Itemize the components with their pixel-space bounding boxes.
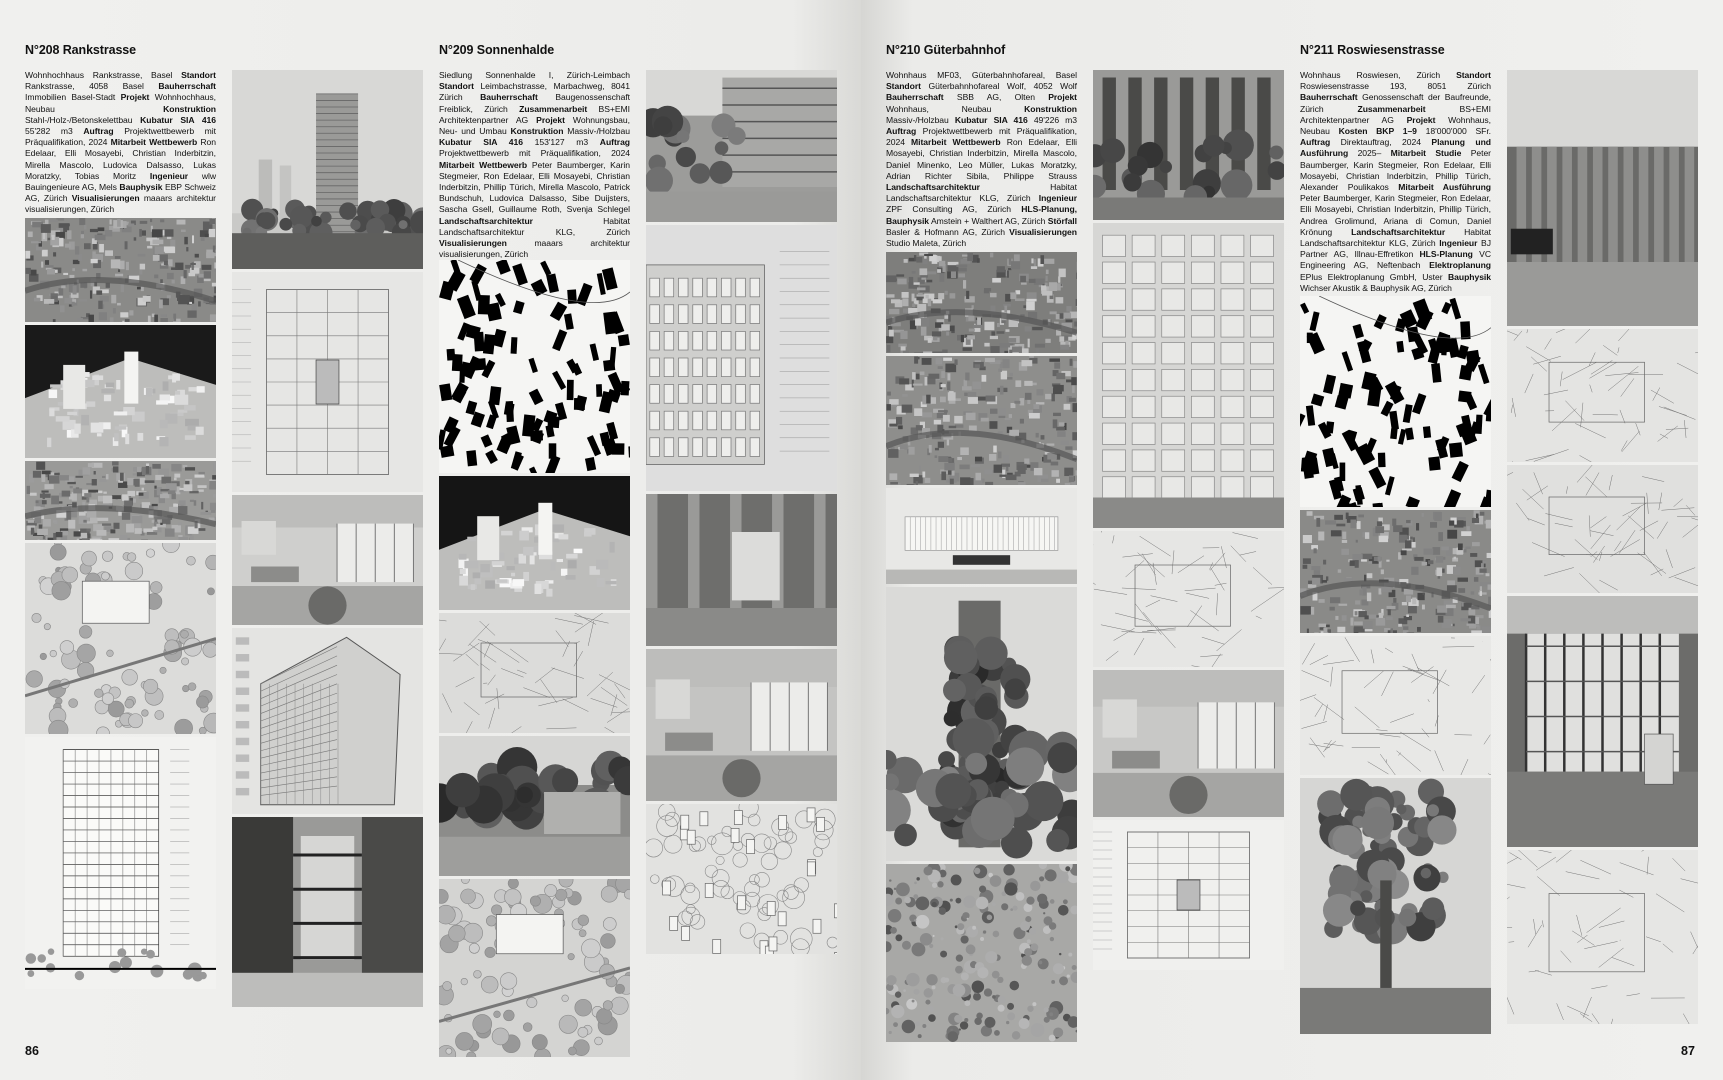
description-keyword: Projekt: [120, 92, 150, 103]
description-keyword: Visualisierungen: [439, 238, 507, 249]
description-keyword: Ingenieur: [1439, 238, 1478, 249]
description-keyword: Kubatur SIA 416: [140, 114, 217, 125]
project-description-208: [25, 70, 216, 216]
description-text: Amstein + Walthert AG, Zürich: [929, 215, 1048, 226]
description-keyword: Mitarbeit Wettbewerb: [110, 137, 198, 148]
description-keyword: Visualisierungen: [71, 193, 140, 204]
description-text: Habitat Landschaftsarchitektur KLG, Zürich: [439, 215, 630, 237]
description-keyword: HLS-Planung: [1419, 249, 1473, 260]
description-text: Basler & Hofmann AG, Zürich: [886, 226, 1010, 237]
description-text: BS+EMI Architektenpartner AG: [439, 103, 630, 125]
description-keyword: Bauherrschaft: [886, 92, 944, 103]
description-keyword: Zusammenarbeit: [1357, 103, 1426, 114]
description-keyword: Standort: [886, 81, 921, 92]
p210-facade-rendering: [1093, 70, 1284, 220]
project-description-210: [886, 70, 1077, 249]
p210-facade-elevation: [1093, 223, 1284, 528]
p208-floor-plan-drawing: [232, 272, 423, 492]
description-keyword: Auftrag: [1300, 137, 1331, 148]
description-keyword: Bauphysik: [1447, 271, 1491, 282]
p211-site-photo: [1507, 70, 1698, 326]
description-text: 18'000'000 SFr.: [1416, 126, 1491, 137]
description-keyword: Zusammenarbeit: [519, 103, 588, 114]
description-keyword: Kubatur SIA 416: [439, 137, 523, 148]
description-text: 55'282 m3: [25, 126, 84, 137]
description-text: Projektwettbewerb mit Präqualifikation, 2024: [886, 126, 1077, 148]
description-keyword: Kosten BKP 1–9: [1338, 126, 1417, 137]
p208-section-drawing: [25, 737, 216, 989]
description-text: SBB AG, Olten: [943, 92, 1049, 103]
project-title-210: N°210 Güterbahnhof: [886, 43, 1006, 57]
description-keyword: Bauherrschaft: [158, 81, 216, 92]
description-text: Rankstrasse, 4058 Basel: [25, 81, 159, 92]
description-keyword: Mitarbeit Wettbewerb: [439, 159, 528, 170]
description-text: 49'226 m3: [1027, 114, 1077, 125]
p209-street-rendering: [439, 736, 630, 876]
description-text: maaars architektur visualisierungen, Zürich: [25, 193, 216, 215]
description-keyword: Landschaftsarchitektur: [886, 182, 980, 193]
description-keyword: Standort: [439, 81, 474, 92]
p209-courtyard-rendering: [646, 70, 837, 222]
description-text: Peter Baumberger, Karin Stegmeier, Ron Edelaar, Elli Mosayebi, Christian Inderbitzin, Phillip Türich, Andrea Grolimund, Ariana di Comun, Daniel Krönung: [1300, 193, 1491, 237]
p209-landscape-plan-drawing: [646, 804, 837, 954]
p208-site-plan-drawing: [25, 543, 216, 734]
description-text: Massiv-/Holzbau: [886, 114, 955, 125]
description-keyword: Projekt: [536, 114, 565, 125]
description-text: Habitat Landschaftsarchitektur KLG, Zürich: [1300, 226, 1492, 249]
description-keyword: Projekt: [1048, 92, 1077, 103]
description-text: Wohnhaus Roswiesen, Zürich: [1300, 70, 1457, 80]
description-text: Ron Edelaar, Elli Mosayebi, Christian Inderbitzin, Mirella Mascolo, Daniel Minenko, Leo Müller, Lukas Moratzky, Adrian Richter Sibila, Philippe Strauss: [886, 137, 1077, 181]
description-text: Wohnhaus MF03, Güterbahnhofareal, Basel: [886, 70, 1077, 80]
description-keyword: Bauphysik: [119, 182, 163, 193]
project-title-208: N°208 Rankstrasse: [25, 43, 137, 57]
description-keyword: Konstruktion: [1024, 103, 1077, 114]
description-text: Peter Baumberger, Karin Stegmeier, Ron Edelaar, Elli Mosayebi, Christian Inderbitzin, Phillip Türich, Mirella Mascolo, Patrick Bundschuh, Ludovica Dalsasso, Sibe Duijsters, Sascha Gsell, Guillaume Roth, Svenja Schlegel: [439, 159, 630, 215]
p209-elevation-drawing: [646, 225, 837, 491]
p211-perspective-sketch: [1507, 329, 1698, 462]
description-keyword: Auftrag: [83, 126, 114, 137]
description-text: Güterbahnhofareal Wolf, 4052 Wolf: [920, 81, 1077, 92]
description-keyword: HLS-Planung, Bauphysik: [886, 204, 1077, 226]
description-keyword: Konstruktion: [163, 103, 216, 114]
p208-model-photo-dark: [25, 325, 216, 458]
description-keyword: Elektroplanung: [1429, 260, 1491, 271]
description-text: Wohnhochhaus Rankstrasse, Basel: [25, 70, 182, 80]
description-text: 153'127 m3: [522, 137, 600, 148]
p210-overgrown-tower-photo: [886, 587, 1077, 861]
description-text: Wichser Akustik & Bauphysik AG, Zürich: [1300, 282, 1452, 293]
description-text: Projektwettbewerb mit Präqualifikation, 2024: [25, 126, 216, 148]
description-text: BJ Partner AG, Illnau-Effretikon: [1300, 238, 1491, 260]
description-keyword: Mitarbeit Studie: [1390, 148, 1462, 159]
p208-aerial-photo-river: [25, 461, 216, 540]
project-description-209: [439, 70, 630, 260]
p211-plan-sketch: [1507, 850, 1698, 1024]
description-keyword: Landschaftsarchitektur: [1351, 226, 1446, 237]
p210-aerial-map-photo: [886, 252, 1077, 353]
p208-aerial-map-photo: [25, 218, 216, 322]
project-description-211: [1300, 70, 1491, 294]
description-text: Wohnungsbau, Neu- und Umbau: [439, 114, 630, 137]
p209-model-photo-dark: [439, 476, 630, 610]
p210-interior-rendering: [1093, 670, 1284, 817]
page-number-left: 86: [25, 1044, 39, 1058]
description-keyword: Standort: [1456, 70, 1491, 80]
description-keyword: Störfall: [1047, 215, 1077, 226]
description-keyword: Mitarbeit Ausführung: [1398, 182, 1491, 193]
description-text: 2025–: [1348, 148, 1391, 159]
description-text: Massiv-/Holzbau: [563, 126, 630, 137]
description-keyword: Planung und Ausführung: [1300, 137, 1491, 159]
description-keyword: Auftrag: [599, 137, 630, 148]
description-keyword: Bauherrschaft: [1300, 92, 1358, 103]
description-text: Habitat Landschaftsarchitektur KLG, Zürich: [886, 182, 1077, 204]
p211-figure-ground-plan: [1300, 296, 1491, 507]
description-keyword: Landschaftsarchitektur: [439, 215, 533, 226]
description-text: Siedlung Sonnenhalde I, Zürich-Leimbach: [439, 70, 630, 80]
p208-tower-rendering: [232, 70, 423, 269]
description-text: ZPF Consulting AG, Zürich: [886, 204, 1022, 215]
description-text: wlw Bauingenieure AG, Mels: [25, 170, 217, 193]
description-keyword: Bauherrschaft: [480, 92, 538, 103]
description-keyword: Kubatur SIA 416: [954, 114, 1028, 125]
description-text: Leimbachstrasse, Marbachweg, 8041 Zürich: [439, 81, 630, 103]
description-text: Genossenschaft der Baufreunde, Zürich: [1300, 92, 1491, 114]
p210-concrete-texture-photo: [886, 864, 1077, 1042]
description-text: Direktauftrag, 2024: [1330, 137, 1432, 148]
description-text: Wohnhaus, Neubau: [1300, 114, 1491, 137]
p209-site-sketch: [439, 613, 630, 733]
description-text: Wohnhaus, Neubau: [886, 103, 1025, 114]
p211-facade-sketch: [1507, 465, 1698, 593]
p211-tree-street-photo: [1300, 778, 1491, 1034]
p208-atrium-rendering: [232, 817, 423, 1007]
description-text: Wohnhochhaus, Neubau: [25, 92, 216, 114]
project-title-211: N°211 Roswiesenstrasse: [1300, 43, 1445, 57]
p209-site-plan-drawing: [439, 879, 630, 1057]
p211-construction-photo: [1507, 596, 1698, 847]
p208-structure-axonometric: [232, 628, 423, 814]
description-text: Roswiesenstrasse 193, 8051 Zürich: [1300, 81, 1491, 92]
page-number-right: 87: [1681, 1044, 1695, 1058]
description-keyword: Ingenieur: [1038, 193, 1077, 204]
description-keyword: Konstruktion: [510, 126, 564, 137]
description-text: Stahl-/Holz-/Betonskelettbau: [25, 114, 141, 125]
project-title-209: N°209 Sonnenhalde: [439, 43, 555, 57]
description-text: Baugenossenschaft Freiblick, Zürich: [439, 92, 630, 114]
description-text: VC Engineering AG, Neftenbach: [1300, 249, 1491, 271]
p211-aerial-photo: [1300, 510, 1491, 633]
p209-timber-construction-rendering: [646, 494, 837, 646]
p209-interior-rendering: [646, 649, 837, 801]
p210-floor-plan-drawing: [1093, 820, 1284, 970]
description-keyword: Ingenieur: [149, 170, 189, 181]
p208-interior-rendering: [232, 495, 423, 625]
description-text: Projektwettbewerb mit Präqualifikation, 2024: [439, 148, 630, 159]
p209-figure-ground-plan: [439, 260, 630, 473]
description-text: maaars architektur visualisierungen, Zürich: [439, 238, 630, 260]
p210-interior-sketch: [1093, 531, 1284, 667]
description-keyword: Projekt: [1406, 114, 1436, 125]
description-text: Peter Baumberger, Karin Stegmeier, Ron Edelaar, Elli Mosayebi, Christian Inderbitzin, Phillip Türich, Alexander Poulikakos: [1300, 148, 1491, 193]
description-keyword: Auftrag: [886, 126, 917, 137]
description-keyword: Standort: [181, 70, 216, 80]
description-text: Immobilien Basel-Stadt: [25, 92, 121, 103]
description-text: BS+EMI Architektenpartner AG: [1300, 103, 1491, 125]
p210-aerial-photo: [886, 356, 1077, 485]
description-text: Ron Edelaar, Elli Mosayebi, Christian Inderbitzin, Mirella Mascolo, Ludovica Dalsasso, Lukas Moratzky, Tobias Moritz: [25, 137, 217, 181]
description-keyword: Mitarbeit Wettbewerb: [911, 137, 1001, 148]
p210-facade-model-photo: [886, 488, 1077, 584]
description-text: EBP Schweiz AG, Zürich: [25, 182, 216, 204]
description-text: Studio Maleta, Zürich: [886, 238, 967, 249]
p211-site-sketch: [1300, 636, 1491, 775]
description-text: EPlus Elektroplanung GmbH, Uster: [1300, 271, 1448, 282]
description-keyword: Visualisierungen: [1009, 226, 1077, 237]
